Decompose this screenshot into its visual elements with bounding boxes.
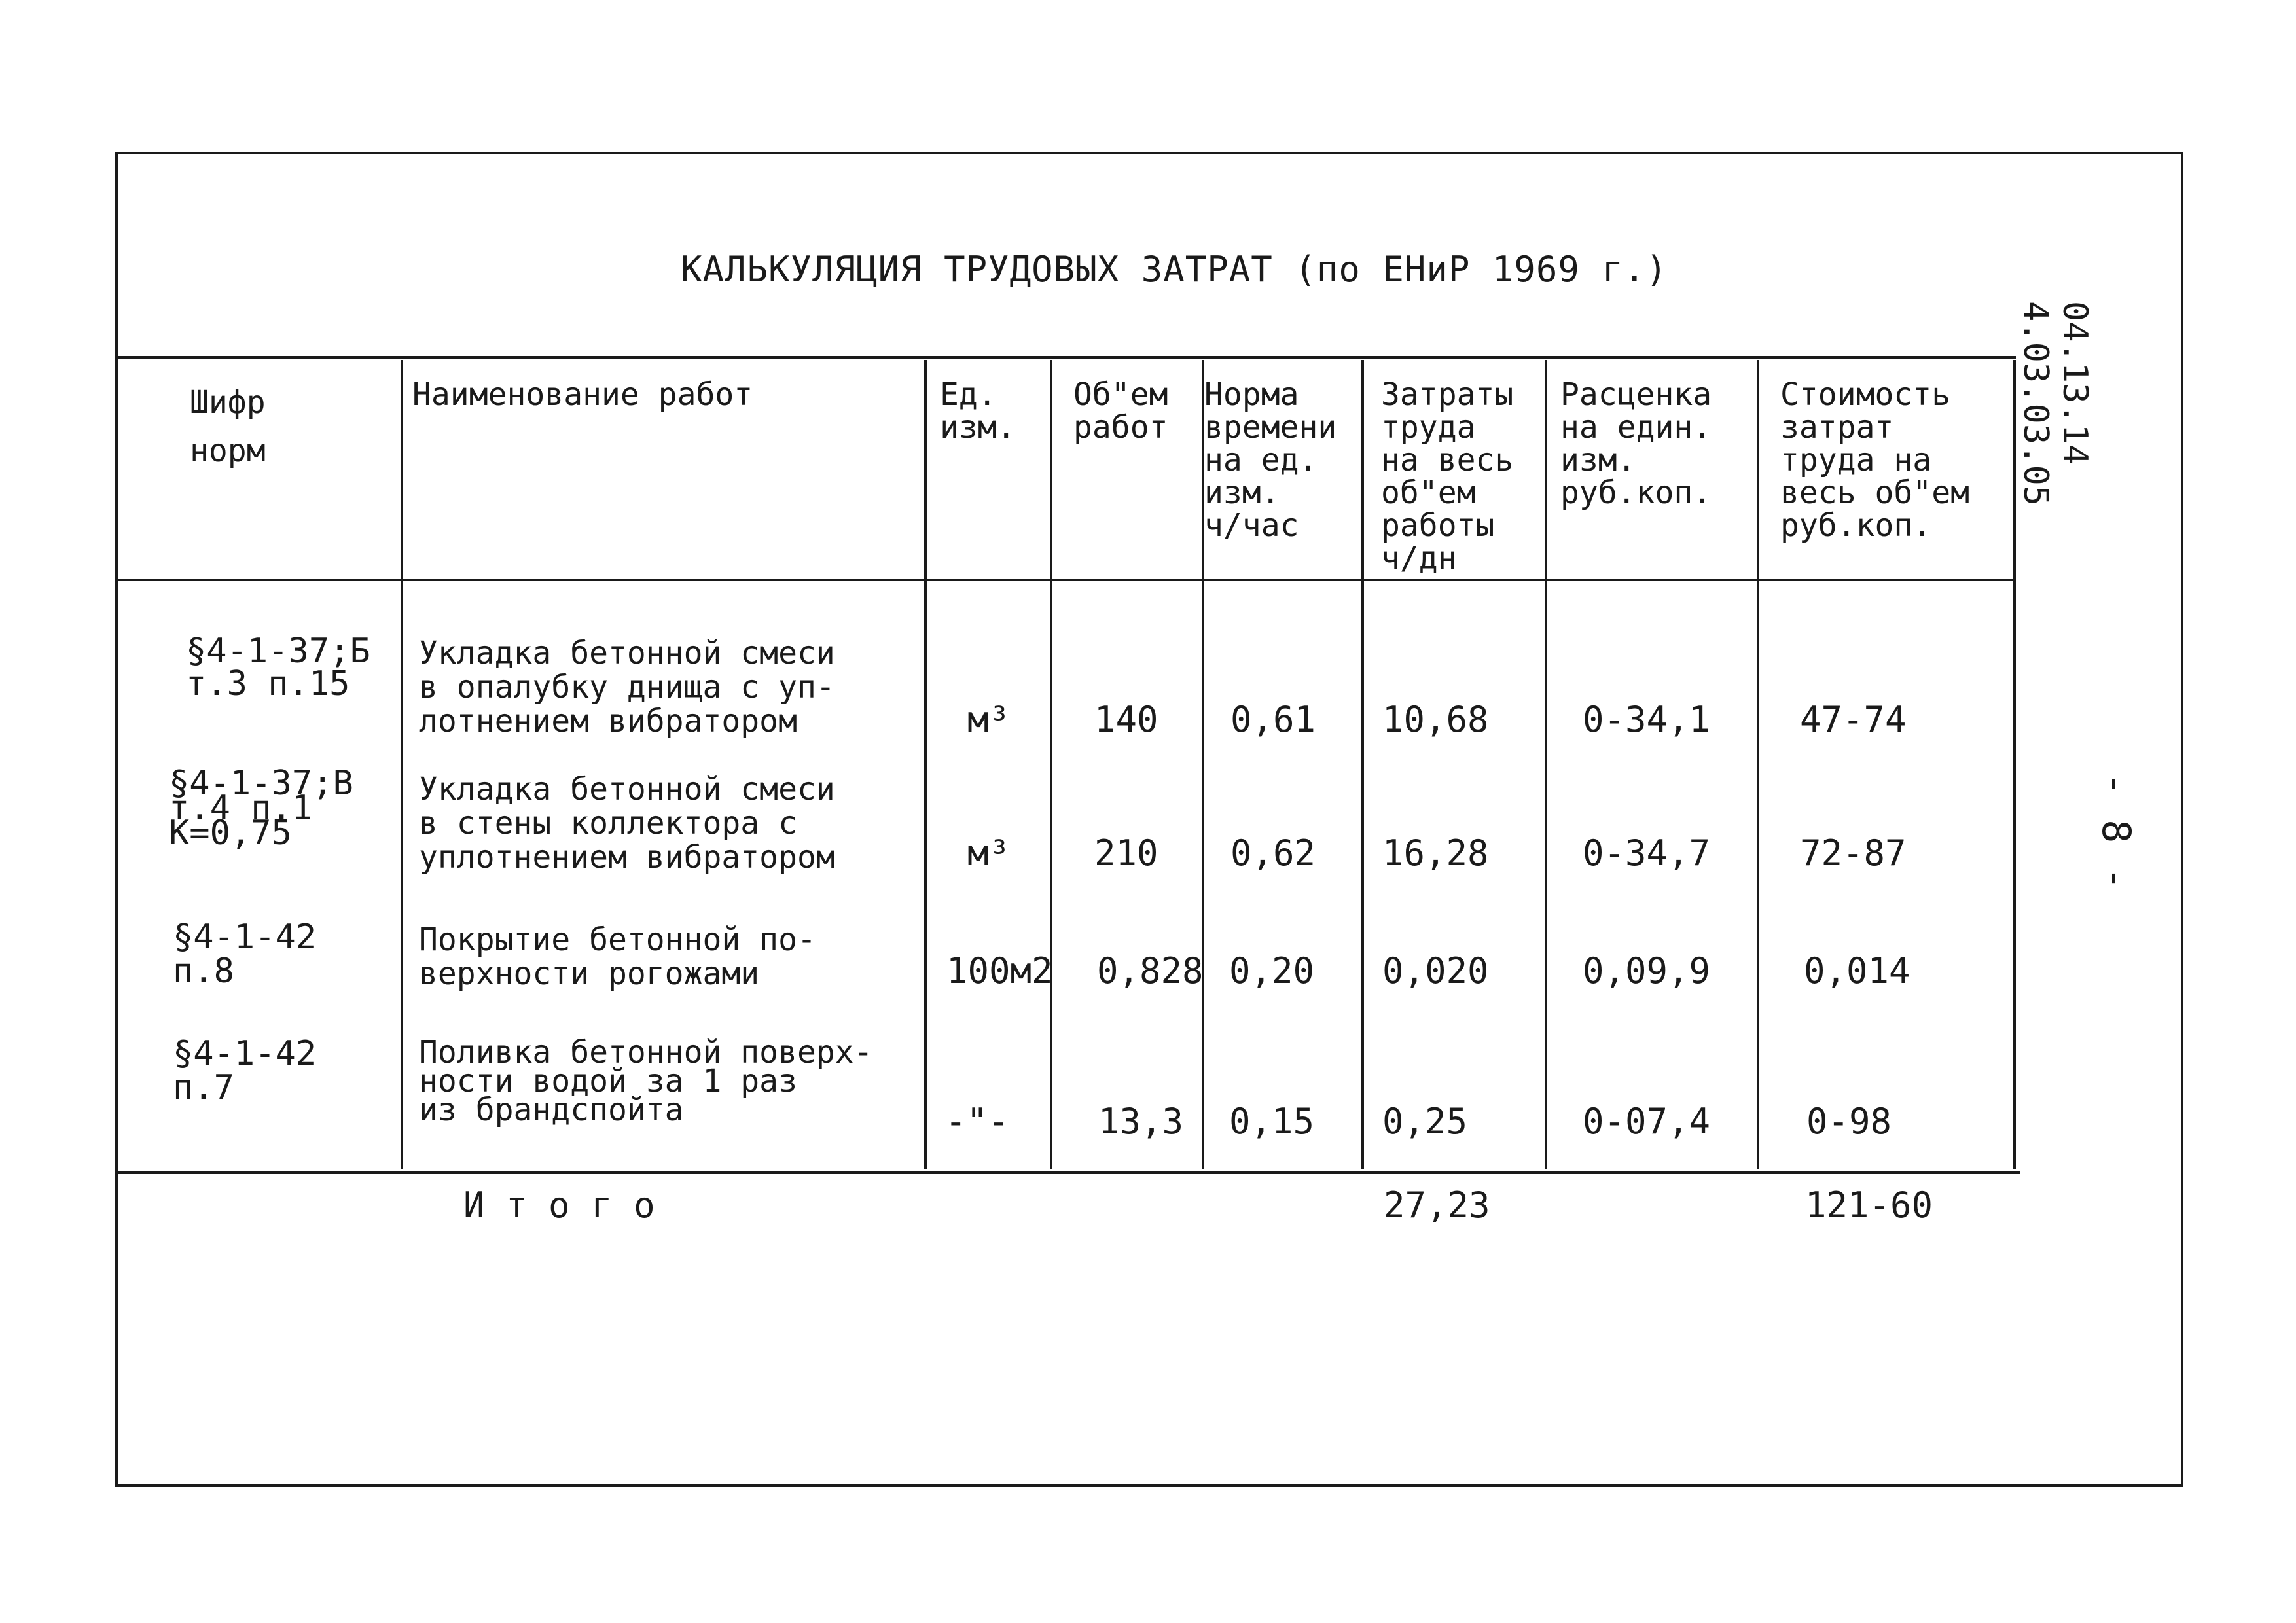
row4-norm: 0,15 — [1229, 1101, 1315, 1142]
col-divider — [1361, 360, 1364, 1169]
row4-code: §4-1-42 п.7 — [173, 1034, 317, 1107]
row3-labor: 0,020 — [1382, 950, 1489, 991]
row4-cost: 0-98 — [1806, 1101, 1892, 1142]
row3-name: Покрытие бетонной по- верхности рогожами — [419, 921, 816, 992]
header-norm: Норма времени на ед. изм. ч/час — [1204, 376, 1337, 544]
header-code: Шифр норм — [190, 384, 266, 469]
header-labor: Затраты труда на весь об"ем работы ч/дн — [1381, 376, 1514, 577]
col-divider — [924, 360, 927, 1169]
row1-volume: 140 — [1094, 699, 1158, 740]
header-volume: Об"ем работ — [1073, 376, 1168, 446]
row4-rate: 0-07,4 — [1583, 1101, 1711, 1142]
total-label: И т о г о — [463, 1185, 655, 1226]
total-cost: 121-60 — [1805, 1185, 1933, 1226]
row4-volume: 13,3 — [1098, 1101, 1184, 1142]
row2-code: §4-1-37;В т.4 п.1 К=0,75 — [169, 764, 353, 853]
header-cost: Стоимость затрат труда на весь об"ем руб.коп. — [1780, 376, 1969, 544]
row2-labor: 16,28 — [1382, 832, 1489, 874]
header-name: Наименование работ — [412, 376, 753, 413]
row4-unit: -"- — [945, 1101, 1009, 1142]
row1-norm: 0,61 — [1230, 699, 1316, 740]
row3-cost: 0,014 — [1804, 950, 1910, 991]
page-number: - 8 - — [2093, 772, 2139, 891]
row1-unit: м³ — [967, 699, 1011, 740]
row2-cost: 72-87 — [1800, 832, 1907, 874]
row1-code: §4-1-37;Б т.3 п.15 — [186, 632, 370, 704]
col-divider — [1757, 360, 1759, 1169]
table-top-border — [115, 356, 2016, 359]
row2-norm: 0,62 — [1230, 832, 1316, 874]
row1-cost: 47-74 — [1800, 699, 1907, 740]
total-labor: 27,23 — [1384, 1185, 1490, 1226]
row1-labor: 10,68 — [1382, 699, 1489, 740]
header-unit: Ед. изм. — [940, 376, 1016, 446]
row1-rate: 0-34,1 — [1583, 699, 1711, 740]
col-divider — [1050, 360, 1052, 1169]
row3-code: §4-1-42 п.8 — [173, 918, 317, 991]
row2-unit: м³ — [967, 832, 1011, 874]
row4-name: Поливка бетонной поверх- ности водой за 1 раз из брандспойта — [419, 1034, 873, 1128]
row3-rate: 0,09,9 — [1583, 950, 1711, 991]
row4-labor: 0,25 — [1382, 1101, 1468, 1142]
page-title: КАЛЬКУЛЯЦИЯ ТРУДОВЫХ ЗАТРАТ (по ЕНиР 1969 г.) — [681, 249, 1668, 290]
row2-rate: 0-34,7 — [1583, 832, 1711, 874]
header-rate: Расценка на един. изм. руб.коп. — [1560, 376, 1712, 511]
row3-norm: 0,20 — [1229, 950, 1315, 991]
col-divider — [1545, 360, 1547, 1169]
document-code: 04.13.14 4.03.03.05 — [2016, 301, 2094, 507]
row2-name: Укладка бетонной смеси в стены коллектора с уплотнением вибратором — [419, 771, 835, 876]
col-divider — [401, 360, 403, 1169]
row2-volume: 210 — [1094, 832, 1158, 874]
table-right-border — [2013, 360, 2016, 1169]
table-bottom-border — [115, 1171, 2020, 1174]
row1-name: Укладка бетонной смеси в опалубку днища с уп- лотнением вибратором — [419, 635, 835, 740]
row3-volume: 0,828 — [1097, 950, 1204, 991]
row3-unit: 100м2 — [946, 950, 1053, 991]
